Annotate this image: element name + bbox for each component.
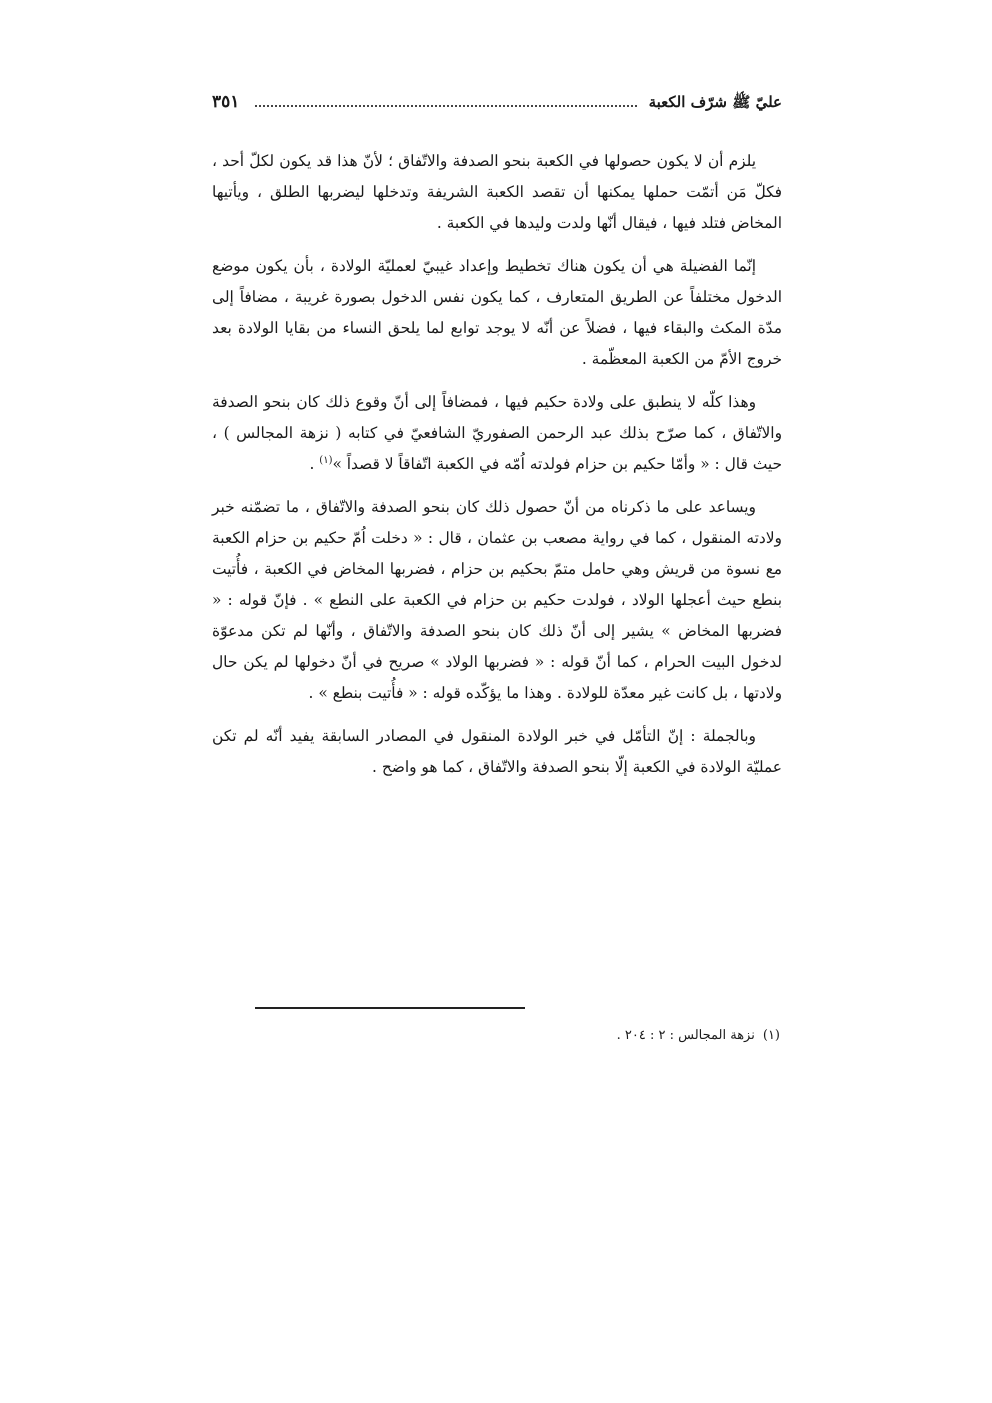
paragraph-5: وبالجملة : إنّ التأمّل في خبر الولادة المنقول في المصادر السابقة يفيد أنّه لم تكن عمليّة الولادة في الكعبة إلّا بنحو الصدفة والاتّفاق ، كما هو واضح . (212, 727, 782, 776)
body-text (212, 146, 782, 783)
dotted-leader (255, 104, 636, 107)
footnote-number: (١) (762, 1028, 780, 1043)
paragraph-4: ويساعد على ما ذكرناه من أنّ حصول ذلك كان بنحو الصدفة والاتّفاق ، ما تضمّنه خبر ولادته المنقول ، كما في رواية مصعب بن عثمان ، قال : « دخلت اُمّ حكيم بن حزام الكعبة مع نسوة من قريش وهي حامل متمّ بحكيم بن حزام ، فضربها المخاض في الكعبة ، فأُتيت بنطع حيث أعجلها الولاد ، فولدت حكيم بن حزام في الكعبة على النطع » . فإنّ قوله : « فضربها المخاض » يشير إلى أنّ ذلك كان بنحو الصدفة والاتّفاق ، وأنّها لم تكن مدعوّة لدخول البيت الحرام ، كما أنّ قوله : « فضربها الولاد » صريح في أنّ دخولها لم يكن حال ولادتها ، بل كانت غير معدّة للولادة . وهذا ما يؤكّده قوله : « فأُتيت بنطع » . (212, 498, 782, 702)
running-title: عليّ ﷺ شرّف الكعبة (648, 93, 782, 111)
page-content (212, 92, 782, 795)
footnote-reference[interactable]: (١) (319, 454, 333, 466)
paragraph-3-end: . (309, 455, 320, 473)
footnote-separator (255, 1007, 525, 1009)
footnote (260, 1028, 780, 1043)
running-header (212, 92, 782, 132)
paragraph-3-text: وهذا كلّه لا ينطبق على ولادة حكيم فيها ، فمضافاً إلى أنّ وقوع ذلك كان بنحو الصدفة والاتّفاق ، كما صرّح بذلك عبد الرحمن الصفوريّ الشافعيّ في كتابه ( نزهة المجالس ) ، حيث قال : « وأمّا حكيم بن حزام فولدته اُمّه في الكعبة اتّفاقاً لا قصداً » (212, 393, 782, 473)
paragraph-3 (212, 387, 782, 480)
page-number: ٣٥١ (212, 92, 240, 112)
paragraph-2: إنّما الفضيلة هي أن يكون هناك تخطيط وإعداد غيبيّ لعمليّة الولادة ، بأن يكون موضع الدخول مختلفاً عن الطريق المتعارف ، كما يكون نفس الدخول بصورة غريبة ، مضافاً إلى مدّة المكث والبقاء فيها ، فضلاً عن أنّه لا يوجد توابع لما يلحق النساء من بقايا الولادة بعد خروج الأمّ من الكعبة المعظّمة . (212, 257, 782, 368)
paragraph-1: يلزم أن لا يكون حصولها في الكعبة بنحو الصدفة والاتّفاق ؛ لأنّ هذا قد يكون لكلّ أحد ، فكلّ مَن أتمّت حملها يمكنها أن تقصد الكعبة الشريفة وتدخلها ليضربها الطلق ، ويأتيها المخاض فتلد فيها ، فيقال أنّها ولدت وليدها في الكعبة . (212, 152, 782, 232)
footnote-text: نزهة المجالس : ٢ : ٢٠٤ . (616, 1028, 755, 1043)
